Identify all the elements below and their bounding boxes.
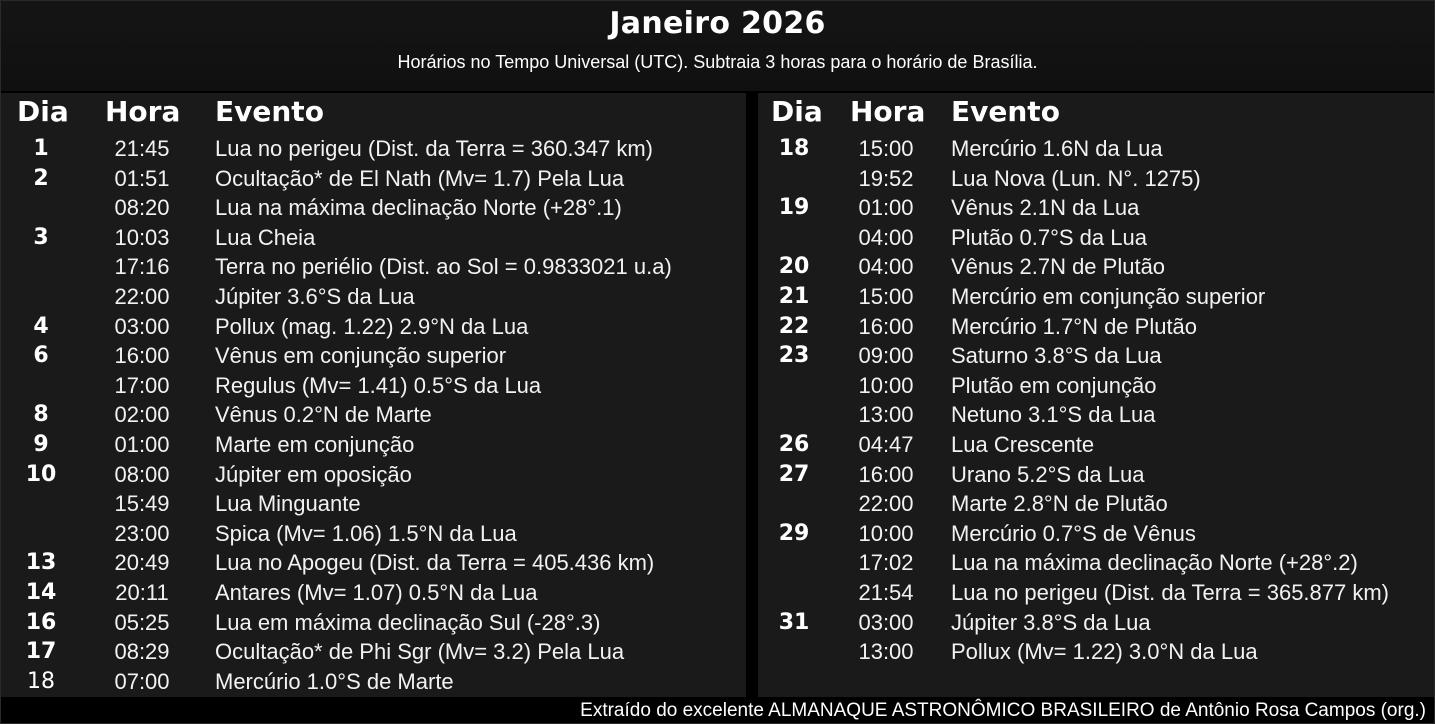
hour-cell: 03:00: [114, 313, 170, 339]
table-row: [1, 164, 746, 194]
hour-cell: 20:49: [114, 550, 170, 576]
hour-cell: 16:00: [114, 343, 170, 369]
event-cell: Ocultação* de El Nath (Mv= 1.7) Pela Lua: [215, 165, 625, 191]
table-row: [758, 519, 1434, 549]
hour-cell: 15:49: [114, 491, 170, 517]
table-row: [758, 548, 1434, 578]
day-cell: 22: [778, 313, 810, 339]
event-cell: Spica (Mv= 1.06) 1.5°N da Lua: [215, 520, 517, 546]
event-cell: Lua em máxima declinação Sul (-28°.3): [215, 609, 601, 635]
hour-cell: 13:00: [858, 402, 914, 428]
events-list-right: [758, 134, 1434, 667]
hour-cell: 10:00: [858, 372, 914, 398]
column-header-day: Dia: [17, 95, 69, 128]
event-cell: Lua no perigeu (Dist. da Terra = 365.877 km): [951, 579, 1390, 605]
event-cell: Lua Minguante: [215, 491, 361, 517]
table-row: [1, 489, 746, 519]
hour-cell: 03:00: [858, 609, 914, 635]
day-cell: 18: [27, 668, 55, 694]
day-cell: 9: [33, 431, 49, 457]
events-list-left: [1, 134, 746, 696]
table-row: [758, 223, 1434, 253]
table-row: [758, 134, 1434, 164]
table-row: [1, 519, 746, 549]
table-row: [1, 548, 746, 578]
table-row: [758, 164, 1434, 194]
hour-cell: 04:00: [858, 254, 914, 280]
event-cell: Vênus em conjunção superior: [215, 343, 507, 369]
event-cell: Mercúrio em conjunção superior: [951, 283, 1266, 309]
column-header-day: Dia: [771, 95, 823, 128]
event-cell: Plutão em conjunção: [951, 372, 1157, 398]
day-cell: 26: [778, 431, 810, 457]
event-cell: Pollux (Mv= 1.22) 3.0°N da Lua: [951, 639, 1258, 665]
table-row: [758, 282, 1434, 312]
event-cell: Lua Cheia: [215, 224, 316, 250]
day-cell: 23: [778, 343, 810, 369]
hour-cell: 08:00: [114, 461, 170, 487]
event-cell: Vênus 2.1N da Lua: [951, 195, 1140, 221]
event-cell: Lua Nova (Lun. N°. 1275): [951, 165, 1201, 191]
day-cell: 10: [25, 461, 57, 487]
hour-cell: 08:20: [114, 195, 170, 221]
hour-cell: 23:00: [114, 520, 170, 546]
hour-cell: 17:02: [858, 550, 914, 576]
table-row: [758, 193, 1434, 223]
hour-cell: 04:00: [858, 224, 914, 250]
table-row: [758, 578, 1434, 608]
event-cell: Marte em conjunção: [215, 431, 415, 457]
hour-cell: 05:25: [114, 609, 170, 635]
hour-cell: 21:54: [858, 579, 914, 605]
hour-cell: 15:00: [858, 136, 914, 161]
day-cell: 16: [25, 609, 57, 635]
table-row: [758, 430, 1434, 460]
hour-cell: 21:45: [114, 136, 170, 161]
event-cell: Ocultação* de Phi Sgr (Mv= 3.2) Pela Lua: [215, 639, 625, 665]
table-row: [758, 400, 1434, 430]
table-row: [1, 430, 746, 460]
table-row: [1, 371, 746, 401]
event-cell: Regulus (Mv= 1.41) 0.5°S da Lua: [215, 372, 542, 398]
day-cell: 21: [778, 283, 810, 309]
event-cell: Lua no perigeu (Dist. da Terra = 360.347 km): [215, 136, 654, 161]
event-cell: Netuno 3.1°S da Lua: [951, 402, 1156, 428]
column-header-event: Evento: [951, 95, 1060, 128]
event-cell: Saturno 3.8°S da Lua: [951, 343, 1162, 369]
event-cell: Mercúrio 1.7°N de Plutão: [951, 313, 1198, 339]
hour-cell: 01:00: [858, 195, 914, 221]
hour-cell: 13:00: [858, 639, 914, 665]
table-row: [758, 608, 1434, 638]
event-cell: Júpiter 3.8°S da Lua: [951, 609, 1151, 635]
day-cell: 2: [33, 165, 49, 191]
page-title: Janeiro 2026: [609, 6, 826, 41]
hour-cell: 17:16: [114, 254, 170, 280]
table-row: [758, 489, 1434, 519]
hour-cell: 10:00: [858, 520, 914, 546]
table-row: [1, 134, 746, 164]
table-row: [1, 460, 746, 490]
event-cell: Vênus 2.7N de Plutão: [951, 254, 1166, 280]
day-cell: 3: [33, 224, 49, 250]
event-cell: Lua Crescente: [951, 431, 1095, 457]
table-row: [1, 608, 746, 638]
hour-cell: 08:29: [114, 639, 170, 665]
event-cell: Terra no periélio (Dist. ao Sol = 0.9833021 u.a): [215, 254, 672, 280]
table-row: [758, 312, 1434, 342]
event-cell: Mercúrio 0.7°S de Vênus: [951, 520, 1196, 546]
day-cell: 8: [33, 402, 49, 428]
table-row: [1, 341, 746, 371]
event-cell: Plutão 0.7°S da Lua: [951, 224, 1147, 250]
event-cell: Pollux (mag. 1.22) 2.9°N da Lua: [215, 313, 529, 339]
day-cell: 17: [25, 639, 57, 665]
hour-cell: 04:47: [858, 431, 914, 457]
day-cell: 19: [778, 195, 810, 221]
event-cell: Vênus 0.2°N de Marte: [215, 402, 432, 428]
page-subtitle: Horários no Tempo Universal (UTC). Subtraia 3 horas para o horário de Brasília.: [397, 52, 1038, 72]
source-credit: Extraído do excelente ALMANAQUE ASTRONÔMICO BRASILEIRO de Antônio Rosa Campos (org.): [580, 700, 1426, 721]
day-cell: 31: [778, 609, 810, 635]
table-row: [758, 371, 1434, 401]
table-row: [758, 252, 1434, 282]
day-cell: 6: [33, 343, 49, 369]
table-row: [1, 400, 746, 430]
day-cell: 14: [25, 579, 57, 605]
day-cell: 1: [33, 136, 49, 161]
hour-cell: 22:00: [114, 283, 170, 309]
column-header-event: Evento: [215, 95, 324, 128]
hour-cell: 07:00: [114, 668, 170, 694]
event-cell: Mercúrio 1.6N da Lua: [951, 136, 1163, 161]
day-cell: 27: [778, 461, 810, 487]
day-cell: 18: [778, 136, 810, 161]
day-cell: 20: [778, 254, 810, 280]
hour-cell: 22:00: [858, 491, 914, 517]
event-cell: Marte 2.8°N de Plutão: [951, 491, 1168, 517]
event-cell: Lua no Apogeu (Dist. da Terra = 405.436 km): [215, 550, 655, 576]
day-cell: 29: [778, 520, 810, 546]
hour-cell: 15:00: [858, 283, 914, 309]
day-cell: 13: [25, 550, 57, 576]
event-cell: Lua na máxima declinação Norte (+28°.1): [215, 195, 622, 221]
event-cell: Júpiter 3.6°S da Lua: [215, 283, 415, 309]
table-row: [1, 252, 746, 282]
table-row: [758, 637, 1434, 667]
hour-cell: 19:52: [858, 165, 914, 191]
table-row: [1, 637, 746, 667]
table-row: [1, 223, 746, 253]
hour-cell: 16:00: [858, 313, 914, 339]
table-row: [1, 578, 746, 608]
hour-cell: 01:00: [114, 431, 170, 457]
events-table-left: [1, 93, 746, 697]
event-cell: Lua na máxima declinação Norte (+28°.2): [951, 550, 1358, 576]
hour-cell: 17:00: [114, 372, 170, 398]
hour-cell: 02:00: [114, 402, 170, 428]
hour-cell: 10:03: [114, 224, 170, 250]
hour-cell: 16:00: [858, 461, 914, 487]
event-cell: Urano 5.2°S da Lua: [951, 461, 1145, 487]
table-row: [758, 341, 1434, 371]
table-row: [1, 667, 746, 697]
table-row: [1, 193, 746, 223]
column-header-hour: Hora: [105, 95, 181, 128]
column-header-hour: Hora: [850, 95, 926, 128]
hour-cell: 09:00: [858, 343, 914, 369]
events-table-right: [758, 93, 1434, 697]
hour-cell: 20:11: [115, 579, 169, 605]
table-row: [1, 312, 746, 342]
day-cell: 4: [33, 313, 49, 339]
event-cell: Mercúrio 1.0°S de Marte: [215, 668, 454, 694]
hour-cell: 01:51: [114, 165, 170, 191]
table-row: [758, 460, 1434, 490]
page-header: [1, 1, 1434, 91]
event-cell: Antares (Mv= 1.07) 0.5°N da Lua: [215, 579, 538, 605]
table-row: [1, 282, 746, 312]
event-cell: Júpiter em oposição: [215, 461, 412, 487]
